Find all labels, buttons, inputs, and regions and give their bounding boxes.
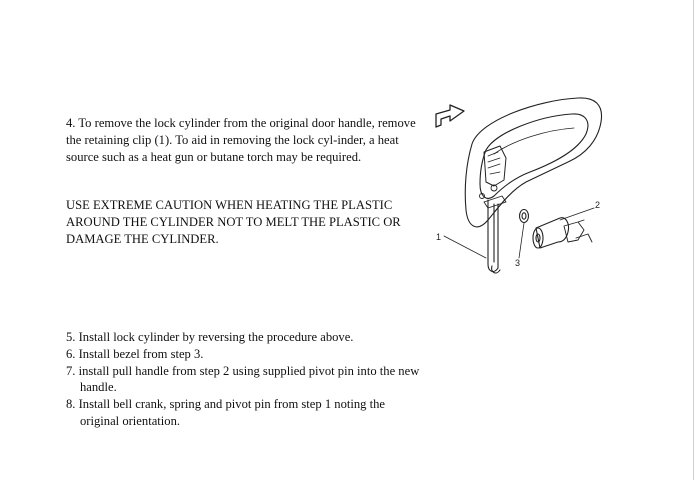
lock-cylinder xyxy=(536,218,569,248)
callout-2: 2 xyxy=(595,200,601,210)
callout-leader-3 xyxy=(519,223,524,258)
step-7-text: 7. install pull handle from step 2 using supplied pivot pin into the new handle. xyxy=(66,363,420,395)
callout-3: 3 xyxy=(515,258,521,268)
washer xyxy=(520,210,529,223)
door-handle-diagram xyxy=(428,92,628,287)
caution-text: USE EXTREME CAUTION WHEN HEATING THE PLASTIC AROUND THE CYLINDER NOT TO MELT THE PLASTIC OR DAMAGE THE CYLINDER. xyxy=(66,198,401,246)
step-5-text: 5. Install lock cylinder by reversing the procedure above. xyxy=(66,330,354,344)
step-6-text: 6. Install bezel from step 3. xyxy=(66,346,204,361)
page-edge xyxy=(693,0,694,480)
handle-housing xyxy=(465,98,601,227)
handle-rim-line xyxy=(494,128,574,154)
step-4-text: 4. To remove the lock cylinder from the original door handle, remove the retaining clip (1). To aid in removing the lock cyl-inder, a heat source such as a heat gun or butane torch may be required. xyxy=(66,116,416,164)
retaining-clip xyxy=(488,200,500,273)
direction-arrow-icon xyxy=(436,105,464,127)
steps-list xyxy=(66,329,426,430)
callout-leader-1 xyxy=(444,236,486,258)
callout-1: 1 xyxy=(436,232,442,242)
callout-leader-2 xyxy=(560,208,594,220)
step-8-text: 8. Install bell crank, spring and pivot pin from step 1 noting the original orientation. xyxy=(66,397,385,428)
